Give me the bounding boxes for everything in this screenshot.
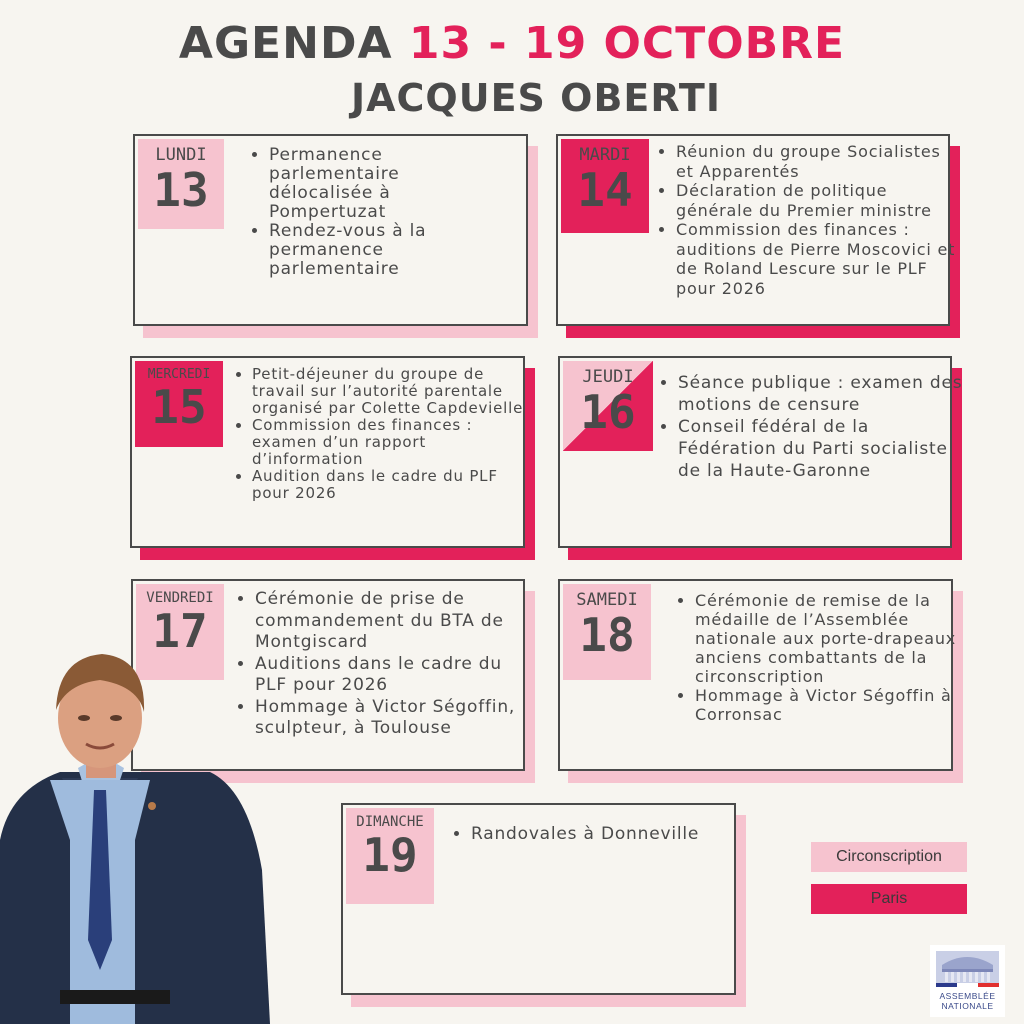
logo-text (930, 991, 1005, 1011)
card-box (558, 579, 957, 771)
event-item: • Déclaration de politique générale du Premier ministre (676, 181, 961, 220)
event-item: • Auditions dans le cadre du PLF pour 2026 (255, 654, 540, 697)
day-label (563, 584, 651, 680)
day-number: 16 (580, 385, 636, 439)
day-number: 18 (579, 608, 635, 662)
day-card-dimanche (341, 803, 736, 995)
event-item: • Commission des finances : auditions de Pierre Moscovici et de Roland Lescure sur le PLF pour 2026 (676, 220, 961, 298)
event-item: • Petit-déjeuner du groupe de travail sur l’autorité parentale organisé par Colette Capdevielle (252, 366, 537, 417)
day-name: VENDREDI (146, 590, 214, 606)
card-box (556, 134, 956, 326)
logo-line: ASSEMBLÉE (939, 991, 996, 1001)
assemblee-nationale-logo (930, 945, 1005, 1017)
day-label (561, 139, 649, 233)
card-box (558, 356, 963, 548)
legend-paris: Paris (811, 884, 967, 914)
day-name: DIMANCHE (356, 814, 424, 830)
day-name: SAMEDI (576, 590, 638, 610)
day-number: 14 (577, 163, 633, 217)
legend-circonscription: Circonscription (811, 842, 967, 872)
day-label (138, 139, 224, 229)
title-dates: 13 - 19 OCTOBRE (408, 18, 846, 69)
card-box (341, 803, 736, 995)
logo-line: NATIONALE (941, 1001, 994, 1011)
day-number: 15 (151, 380, 207, 434)
event-list (249, 146, 469, 279)
hemicycle-icon (930, 945, 1005, 991)
event-item: • Hommage à Victor Ségoffin à Corronsac (695, 686, 963, 724)
day-name: JEUDI (582, 367, 634, 387)
event-item: • Hommage à Victor Ségoffin, sculpteur, à Toulouse (255, 697, 540, 740)
day-card-lundi (133, 134, 528, 326)
card-box (133, 134, 528, 326)
card-box (130, 356, 525, 548)
event-item: • Rendez-vous à la permanence parlementaire (269, 222, 469, 279)
event-item: • Séance publique : examen des motions de censure (678, 372, 963, 416)
event-item: • Commission des finances : examen d’un rapport d’information (252, 417, 537, 468)
event-item: • Randovales à Donneville (471, 823, 741, 845)
day-name: MERCREDI (147, 367, 211, 382)
day-name: LUNDI (155, 145, 207, 165)
page-title (0, 18, 1024, 69)
day-label (135, 361, 223, 447)
event-list (232, 366, 537, 502)
event-list (235, 589, 540, 740)
event-list (451, 823, 741, 845)
day-card-jeudi (558, 356, 963, 548)
day-label (346, 808, 434, 904)
event-list (675, 591, 963, 724)
event-item: • Réunion du groupe Socialistes et Apparentés (676, 142, 961, 181)
deputy-portrait (0, 640, 270, 1024)
day-name: MARDI (579, 145, 631, 165)
event-list (658, 372, 963, 482)
day-number: 19 (362, 828, 418, 882)
day-number: 17 (152, 604, 208, 658)
event-item: • Permanence parlementaire délocalisée à Pompertuzat (269, 146, 469, 222)
day-card-mercredi (130, 356, 525, 548)
day-card-mardi (556, 134, 956, 326)
day-label (563, 361, 653, 451)
event-item: • Conseil fédéral de la Fédération du Parti socialiste de la Haute-Garonne (678, 416, 963, 482)
day-card-samedi (558, 579, 957, 771)
event-item: • Audition dans le cadre du PLF pour 2026 (252, 468, 537, 502)
event-list (656, 142, 961, 298)
event-item: • Cérémonie de prise de commandement du BTA de Montgiscard (255, 589, 540, 654)
day-number: 13 (153, 163, 209, 217)
title-prefix: AGENDA (178, 18, 393, 69)
deputy-name: JACQUES OBERTI (351, 76, 721, 120)
event-item: • Cérémonie de remise de la médaille de l’Assemblée nationale aux porte-drapeaux anciens combattants de la circonscription (695, 591, 963, 686)
